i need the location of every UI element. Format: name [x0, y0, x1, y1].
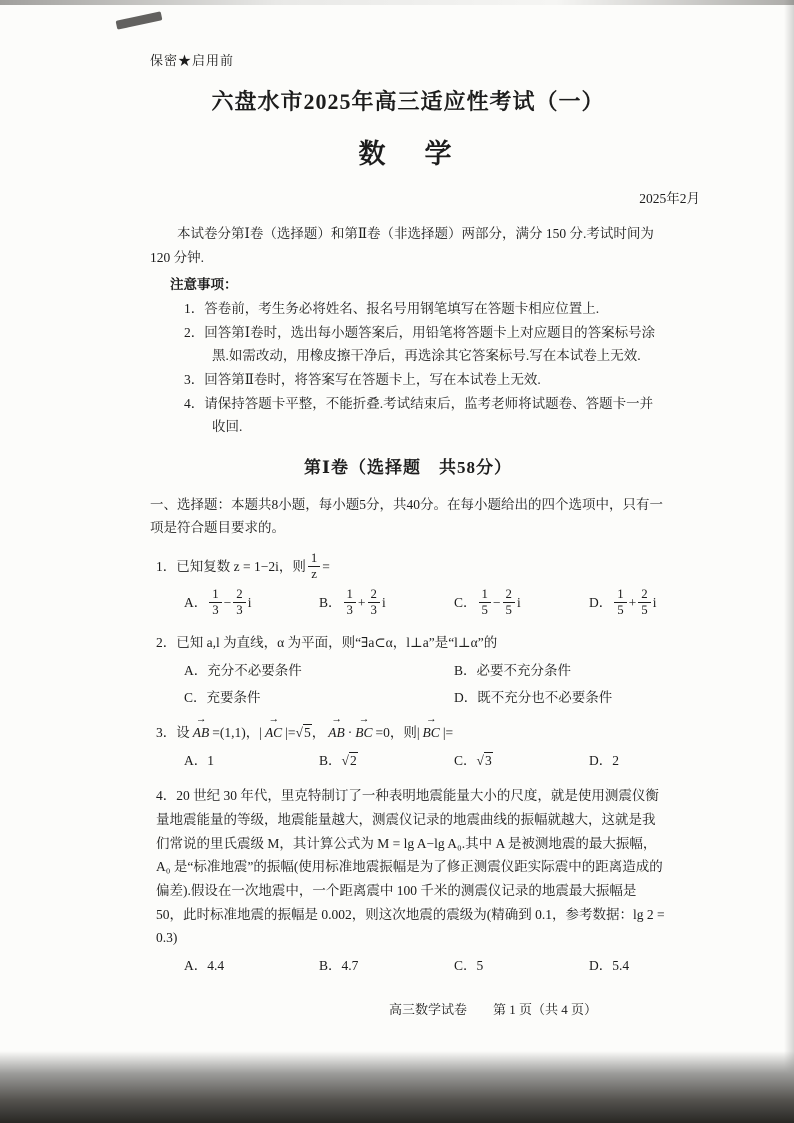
subject-title: 数 学 — [358, 139, 458, 170]
question-3 — [156, 717, 666, 772]
question-3-option-a: A．1 — [184, 752, 214, 768]
question-1-option-d: D． $\frac{1}{5}$ + $\frac{2}{5}$ i — [589, 586, 657, 617]
question-3-option-b: B．√2 — [319, 752, 357, 768]
exam-date: 2025年2月 — [639, 190, 700, 206]
question-2 — [156, 627, 666, 709]
section-title: 第Ⅰ卷（选择题 共58分） — [304, 457, 512, 477]
question-2-option-c: C．充要条件 — [184, 689, 261, 705]
question-4-option-d: D．5.4 — [589, 957, 630, 973]
notice-item-3: 3．回答第Ⅱ卷时，将答案写在答题卡上，写在本试卷上无效. — [184, 371, 541, 387]
notice-item-4: 4．请保持答题卡平整，不能折叠.考试结束后，监考老师将试题卷、答题卡一并收回. — [184, 395, 654, 435]
scan-artifact-top-edge — [0, 0, 794, 5]
question-4-option-b: B．4.7 — [319, 957, 359, 973]
question-1-option-a: A． $\frac{1}{3}$ − $\frac{2}{3}$ i — [184, 586, 252, 617]
question-4-options — [184, 954, 666, 978]
question-2-options — [184, 659, 666, 709]
question-1 — [156, 548, 666, 620]
intro-paragraph: 本试卷分第Ⅰ卷（选择题）和第Ⅱ卷（非选择题）两部分，满分 150 分.考试时间为 120 分钟. — [150, 226, 654, 265]
scan-artifact-right-edge — [784, 0, 794, 1123]
security-notice: 保密★启用前 — [150, 53, 235, 68]
question-2-option-a: A．充分不必要条件 — [184, 662, 302, 678]
notice-item-1: 1．答卷前，考生务必将姓名、报名号用钢笔填写在答题卡相应位置上. — [184, 301, 600, 316]
notice-item-2: 2．回答第Ⅰ卷时，选出每小题答案后，用铅笔将答题卡上对应题目的答案标号涂黑.如需改动，用橡皮擦干净后，再选涂其它答案标号.写在本试卷上无效. — [184, 324, 656, 364]
question-3-stem: 3．设 → AB =(1,1)，| → AC |=√5， → AB · → BC =0，则| → BC |= — [156, 717, 666, 745]
question-4-stem: 4．20 世纪 30 年代，里克特制订了一种表明地震能量大小的尺度，就是使用测震仪衡量地震能量的等级，地震能量越大，测震仪记录的地震曲线的振幅就越大，这就是我们常说的里氏震级 M，其计算公式为 M = lg A−lg A₀.其中 A 是被测地震的最大振幅，A₀ 是“标准地震”的振幅(使用标准地震振幅是为了修正测震仪距实际震中的距离造成的偏差).假设在一次地震中，一个距离震中 100 千米的测震仪记录的地震最大振幅是 50，此时标准地震的振幅是 0.002，则这次地震的震级为(精确到 0.1，参考数据：lg 2 = 0.3) — [156, 788, 665, 946]
question-2-stem: 2．已知 a,l 为直线，α 为平面，则“∃a⊂α，l⊥a”是“l⊥α”的 — [156, 635, 498, 651]
question-4 — [156, 780, 666, 977]
page-footer: 高三数学试卷 第 1 页（共 4 页） — [388, 1002, 597, 1018]
question-2-option-b: B．必要不充分条件 — [454, 662, 572, 678]
question-1-option-c: C． $\frac{1}{5}$ − $\frac{2}{5}$ i — [454, 586, 521, 617]
question-1-option-b: B． $\frac{1}{3}$ + $\frac{2}{3}$ i — [319, 586, 386, 617]
question-1-options — [184, 588, 666, 620]
notes-list — [184, 297, 666, 439]
question-2-option-d: D．既不充分也不必要条件 — [454, 689, 613, 705]
scan-artifact-bottom-edge — [0, 1051, 794, 1123]
question-3-option-c: C．√3 — [454, 752, 492, 768]
question-1-stem: 1．已知复数 z = 1−2i，则 $\frac{1}{z}$ = — [156, 550, 330, 582]
notes-title: 注意事项： — [170, 277, 238, 293]
question-3-options — [184, 749, 666, 773]
question-3-option-d: D．2 — [589, 752, 619, 768]
exam-title: 六盘水市2025年高三适应性考试（一） — [211, 88, 605, 114]
question-4-option-c: C．5 — [454, 957, 484, 973]
question-4-option-a: A．4.4 — [184, 957, 225, 973]
part-instruction: 一、选择题：本题共8小题，每小题5分，共40分。在每小题给出的四个选项中，只有一项是符合题目要求的。 — [150, 496, 663, 536]
